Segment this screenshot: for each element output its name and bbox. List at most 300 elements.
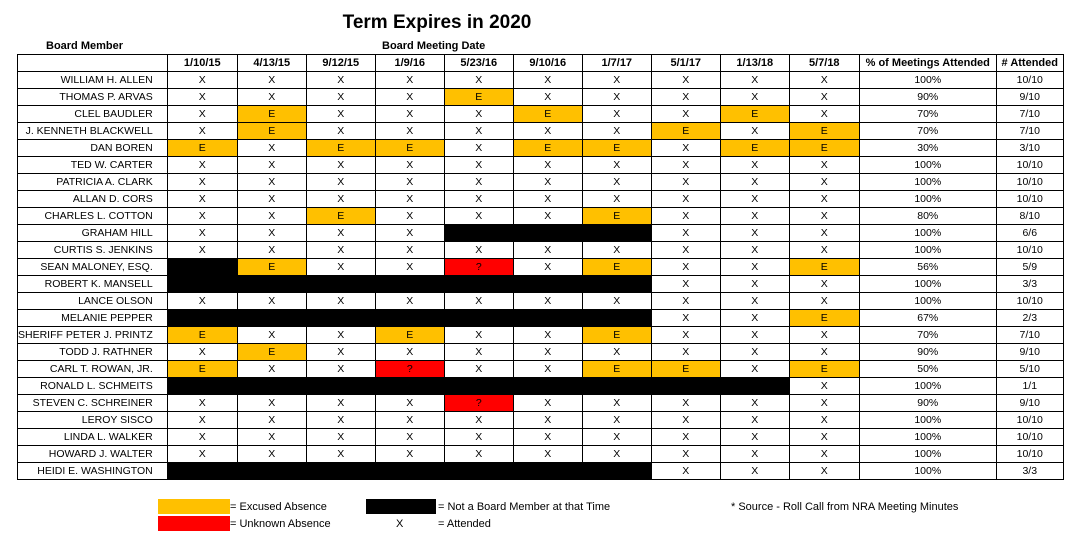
excused-cell: E — [720, 106, 789, 123]
attended-cell: X — [375, 446, 444, 463]
not-member-cell — [582, 378, 651, 395]
attended-cell: X — [651, 344, 720, 361]
attended-cell: X — [789, 412, 859, 429]
attended-count-cell: 10/10 — [996, 412, 1063, 429]
pct-cell: 80% — [859, 208, 996, 225]
attended-cell: X — [444, 293, 513, 310]
attended-cell: X — [375, 412, 444, 429]
attended-cell: X — [306, 174, 375, 191]
member-name: STEVEN C. SCHREINER — [18, 395, 168, 412]
pct-cell: 100% — [859, 72, 996, 89]
attended-cell: X — [513, 293, 582, 310]
pct-cell: 100% — [859, 463, 996, 480]
attended-count-cell: 10/10 — [996, 242, 1063, 259]
attended-cell: X — [306, 157, 375, 174]
header-blank-cell — [18, 55, 168, 72]
attended-cell: X — [651, 446, 720, 463]
attended-cell: X — [582, 174, 651, 191]
attended-cell: X — [444, 140, 513, 157]
table-row — [18, 72, 1064, 89]
attended-count-cell: 2/3 — [996, 310, 1063, 327]
attended-cell: X — [513, 242, 582, 259]
excused-cell: E — [513, 106, 582, 123]
attended-cell: X — [237, 446, 306, 463]
excused-cell: E — [582, 140, 651, 157]
pct-cell: 100% — [859, 378, 996, 395]
attended-cell: X — [720, 463, 789, 480]
attended-cell: X — [237, 191, 306, 208]
attended-cell: X — [651, 395, 720, 412]
member-name: PATRICIA A. CLARK — [18, 174, 168, 191]
member-name: TED W. CARTER — [18, 157, 168, 174]
unknown-swatch — [158, 516, 230, 531]
attended-cell: X — [651, 310, 720, 327]
not-member-cell — [167, 378, 237, 395]
attended-cell: X — [513, 446, 582, 463]
attended-count-cell: 10/10 — [996, 191, 1063, 208]
attended-cell: X — [789, 327, 859, 344]
attended-cell: X — [444, 429, 513, 446]
attended-cell: X — [720, 89, 789, 106]
excused-legend-label: = Excused Absence — [230, 501, 327, 513]
attended-cell: X — [513, 123, 582, 140]
attended-count-cell: 9/10 — [996, 395, 1063, 412]
attended-cell: X — [582, 106, 651, 123]
attended-cell: X — [306, 191, 375, 208]
member-name: THOMAS P. ARVAS — [18, 89, 168, 106]
attended-cell: X — [582, 446, 651, 463]
attended-cell: X — [375, 225, 444, 242]
pct-cell: 100% — [859, 191, 996, 208]
attended-cell: X — [237, 174, 306, 191]
attended-cell: X — [720, 208, 789, 225]
attended-cell: X — [375, 429, 444, 446]
attended-cell: X — [444, 446, 513, 463]
excused-cell: E — [582, 208, 651, 225]
table-row — [18, 191, 1064, 208]
date-header: 9/12/15 — [306, 55, 375, 72]
not-member-cell — [582, 276, 651, 293]
attended-cell: X — [789, 463, 859, 480]
attended-cell: X — [167, 344, 237, 361]
not-member-cell — [582, 463, 651, 480]
attended-cell: X — [651, 463, 720, 480]
attended-cell: X — [306, 327, 375, 344]
attended-cell: X — [444, 123, 513, 140]
not-member-cell — [167, 259, 237, 276]
attended-cell: X — [237, 157, 306, 174]
attended-count-cell: 9/10 — [996, 89, 1063, 106]
attended-cell: X — [237, 208, 306, 225]
attended-cell: X — [789, 106, 859, 123]
attended-count-cell: 3/10 — [996, 140, 1063, 157]
attended-cell: X — [167, 429, 237, 446]
not-member-cell — [306, 463, 375, 480]
attended-cell: X — [306, 225, 375, 242]
attended-cell: X — [444, 157, 513, 174]
pct-cell: 100% — [859, 157, 996, 174]
excused-cell: E — [167, 327, 237, 344]
attended-cell: X — [167, 123, 237, 140]
excused-cell: E — [237, 344, 306, 361]
attended-cell: X — [167, 89, 237, 106]
attended-cell: X — [720, 429, 789, 446]
not-member-cell — [720, 378, 789, 395]
table-row — [18, 412, 1064, 429]
date-header: 5/7/18 — [789, 55, 859, 72]
attended-cell: X — [720, 259, 789, 276]
source-note: * Source - Roll Call from NRA Meeting Minutes — [731, 501, 959, 513]
excused-cell: E — [582, 327, 651, 344]
attended-cell: X — [720, 276, 789, 293]
table-row — [18, 463, 1064, 480]
pct-cell: 70% — [859, 327, 996, 344]
attended-cell: X — [789, 429, 859, 446]
unknown-cell: ? — [444, 259, 513, 276]
attended-cell: X — [444, 412, 513, 429]
attended-cell: X — [582, 293, 651, 310]
unknown-legend-label: = Unknown Absence — [230, 518, 331, 530]
attended-cell: X — [720, 157, 789, 174]
attended-count-cell: 8/10 — [996, 208, 1063, 225]
table-header-row — [18, 55, 1064, 72]
attended-cell: X — [651, 327, 720, 344]
member-name: J. KENNETH BLACKWELL — [18, 123, 168, 140]
attended-cell: X — [237, 361, 306, 378]
attended-mark: X — [396, 518, 404, 530]
member-name: ROBERT K. MANSELL — [18, 276, 168, 293]
attended-cell: X — [306, 72, 375, 89]
pct-cell: 100% — [859, 174, 996, 191]
excused-cell: E — [306, 208, 375, 225]
table-row — [18, 293, 1064, 310]
date-header: 9/10/16 — [513, 55, 582, 72]
attended-count-cell: 10/10 — [996, 446, 1063, 463]
attended-cell: X — [720, 310, 789, 327]
date-header: 1/13/18 — [720, 55, 789, 72]
attended-cell: X — [582, 157, 651, 174]
not-member-cell — [513, 310, 582, 327]
attended-legend-label: = Attended — [438, 518, 491, 530]
attended-cell: X — [789, 225, 859, 242]
table-row — [18, 395, 1064, 412]
excused-cell: E — [789, 140, 859, 157]
attended-cell: X — [375, 293, 444, 310]
attended-count-cell: 3/3 — [996, 276, 1063, 293]
attended-cell: X — [513, 429, 582, 446]
attended-cell: X — [444, 208, 513, 225]
date-header: 1/7/17 — [582, 55, 651, 72]
attended-cell: X — [651, 140, 720, 157]
attended-cell: X — [513, 174, 582, 191]
attended-cell: X — [513, 191, 582, 208]
attended-cell: X — [237, 225, 306, 242]
not-member-cell — [513, 378, 582, 395]
attended-cell: X — [720, 361, 789, 378]
not-member-cell — [513, 276, 582, 293]
attended-cell: X — [789, 72, 859, 89]
not-member-cell — [237, 463, 306, 480]
pct-cell: 56% — [859, 259, 996, 276]
excused-cell: E — [444, 89, 513, 106]
attended-cell: X — [513, 395, 582, 412]
table-row — [18, 259, 1064, 276]
table-row — [18, 276, 1064, 293]
not-member-cell — [167, 276, 237, 293]
attended-cell: X — [651, 412, 720, 429]
attended-cell: X — [582, 344, 651, 361]
member-name: SHERIFF PETER J. PRINTZ — [18, 327, 168, 344]
attended-cell: X — [513, 259, 582, 276]
attended-cell: X — [582, 123, 651, 140]
excused-swatch — [158, 499, 230, 514]
pct-header: % of Meetings Attended — [859, 55, 996, 72]
attendance-table — [17, 54, 1064, 480]
excused-cell: E — [582, 259, 651, 276]
table-row — [18, 89, 1064, 106]
attended-cell: X — [375, 208, 444, 225]
attended-cell: X — [720, 446, 789, 463]
pct-cell: 100% — [859, 225, 996, 242]
attended-cell: X — [513, 208, 582, 225]
not-member-cell — [167, 463, 237, 480]
table-row — [18, 208, 1064, 225]
attended-cell: X — [651, 293, 720, 310]
not-member-cell — [375, 276, 444, 293]
table-row — [18, 225, 1064, 242]
attended-cell: X — [375, 123, 444, 140]
attended-count-cell: 6/6 — [996, 225, 1063, 242]
attended-cell: X — [789, 446, 859, 463]
excused-cell: E — [651, 361, 720, 378]
attended-count-cell: 1/1 — [996, 378, 1063, 395]
attended-cell: X — [444, 72, 513, 89]
member-name: GRAHAM HILL — [18, 225, 168, 242]
member-name: DAN BOREN — [18, 140, 168, 157]
attended-cell: X — [306, 293, 375, 310]
pct-cell: 70% — [859, 123, 996, 140]
pct-cell: 70% — [859, 106, 996, 123]
attended-cell: X — [651, 89, 720, 106]
attended-cell: X — [167, 293, 237, 310]
date-header: 4/13/15 — [237, 55, 306, 72]
table-row — [18, 378, 1064, 395]
member-name: CURTIS S. JENKINS — [18, 242, 168, 259]
attended-count-cell: 7/10 — [996, 106, 1063, 123]
excused-cell: E — [651, 123, 720, 140]
attended-cell: X — [513, 344, 582, 361]
attended-cell: X — [789, 276, 859, 293]
attended-cell: X — [167, 174, 237, 191]
attended-cell: X — [306, 123, 375, 140]
not-member-cell — [444, 276, 513, 293]
date-header: 1/9/16 — [375, 55, 444, 72]
attended-cell: X — [582, 242, 651, 259]
attended-cell: X — [789, 89, 859, 106]
attended-cell: X — [720, 395, 789, 412]
not-member-cell — [375, 310, 444, 327]
pct-cell: 90% — [859, 344, 996, 361]
pct-cell: 90% — [859, 395, 996, 412]
pct-cell: 30% — [859, 140, 996, 157]
attended-cell: X — [444, 174, 513, 191]
attended-count-cell: 10/10 — [996, 72, 1063, 89]
attended-cell: X — [167, 106, 237, 123]
attended-count-cell: 7/10 — [996, 123, 1063, 140]
attended-cell: X — [720, 174, 789, 191]
attended-cell: X — [789, 208, 859, 225]
attended-cell: X — [513, 72, 582, 89]
attended-count-cell: 3/3 — [996, 463, 1063, 480]
attended-cell: X — [375, 344, 444, 361]
attended-cell: X — [237, 429, 306, 446]
attended-header: # Attended — [996, 55, 1063, 72]
attended-count-cell: 10/10 — [996, 157, 1063, 174]
excused-cell: E — [789, 259, 859, 276]
attended-cell: X — [444, 191, 513, 208]
attended-cell: X — [306, 446, 375, 463]
not-member-cell — [444, 378, 513, 395]
attended-cell: X — [375, 242, 444, 259]
pct-cell: 100% — [859, 446, 996, 463]
attended-cell: X — [375, 89, 444, 106]
attended-cell: X — [375, 259, 444, 276]
attended-cell: X — [375, 72, 444, 89]
excused-cell: E — [237, 123, 306, 140]
excused-cell: E — [167, 361, 237, 378]
excused-cell: E — [513, 140, 582, 157]
attended-cell: X — [306, 89, 375, 106]
attended-cell: X — [582, 191, 651, 208]
pct-cell: 50% — [859, 361, 996, 378]
attended-cell: X — [789, 191, 859, 208]
excused-cell: E — [237, 106, 306, 123]
attended-cell: X — [306, 412, 375, 429]
attended-cell: X — [720, 72, 789, 89]
attended-cell: X — [375, 395, 444, 412]
attended-count-cell: 7/10 — [996, 327, 1063, 344]
attended-cell: X — [375, 174, 444, 191]
member-name: CLEL BAUDLER — [18, 106, 168, 123]
excused-cell: E — [789, 310, 859, 327]
date-header: 5/23/16 — [444, 55, 513, 72]
attended-cell: X — [237, 89, 306, 106]
attended-cell: X — [375, 106, 444, 123]
not-member-cell — [444, 310, 513, 327]
attended-cell: X — [444, 344, 513, 361]
attended-cell: X — [167, 225, 237, 242]
attended-cell: X — [720, 327, 789, 344]
attended-cell: X — [237, 327, 306, 344]
table-row — [18, 310, 1064, 327]
attended-cell: X — [306, 361, 375, 378]
excused-cell: E — [720, 140, 789, 157]
pct-cell: 100% — [859, 293, 996, 310]
not-member-cell — [306, 276, 375, 293]
attended-cell: X — [720, 191, 789, 208]
not-member-cell — [306, 310, 375, 327]
attended-cell: X — [237, 412, 306, 429]
table-row — [18, 106, 1064, 123]
member-name: CARL T. ROWAN, JR. — [18, 361, 168, 378]
attended-cell: X — [167, 208, 237, 225]
attended-cell: X — [167, 157, 237, 174]
attended-cell: X — [237, 140, 306, 157]
table-row — [18, 327, 1064, 344]
attended-count-cell: 10/10 — [996, 293, 1063, 310]
attended-count-cell: 10/10 — [996, 429, 1063, 446]
excused-cell: E — [375, 140, 444, 157]
attended-cell: X — [582, 395, 651, 412]
table-row — [18, 123, 1064, 140]
pct-cell: 90% — [859, 89, 996, 106]
excused-cell: E — [306, 140, 375, 157]
attended-cell: X — [651, 72, 720, 89]
table-row — [18, 140, 1064, 157]
not-member-cell — [444, 463, 513, 480]
attended-count-cell: 9/10 — [996, 344, 1063, 361]
table-row — [18, 157, 1064, 174]
attended-cell: X — [720, 412, 789, 429]
attended-cell: X — [651, 225, 720, 242]
attended-cell: X — [513, 89, 582, 106]
pct-cell: 100% — [859, 412, 996, 429]
member-name: CHARLES L. COTTON — [18, 208, 168, 225]
table-row — [18, 429, 1064, 446]
attended-cell: X — [789, 174, 859, 191]
attended-cell: X — [720, 225, 789, 242]
not-member-legend-label: = Not a Board Member at that Time — [438, 501, 611, 513]
attended-cell: X — [651, 191, 720, 208]
attended-cell: X — [167, 412, 237, 429]
attended-cell: X — [306, 259, 375, 276]
attended-cell: X — [444, 327, 513, 344]
not-member-cell — [375, 463, 444, 480]
attended-cell: X — [237, 242, 306, 259]
attended-cell: X — [513, 361, 582, 378]
attended-cell: X — [167, 446, 237, 463]
attended-cell: X — [651, 174, 720, 191]
not-member-cell — [375, 378, 444, 395]
attended-cell: X — [306, 429, 375, 446]
attended-cell: X — [789, 157, 859, 174]
attended-cell: X — [582, 89, 651, 106]
attended-cell: X — [720, 293, 789, 310]
attended-count-cell: 10/10 — [996, 174, 1063, 191]
attended-cell: X — [513, 412, 582, 429]
not-member-cell — [582, 225, 651, 242]
table-row — [18, 361, 1064, 378]
attended-count-cell: 5/9 — [996, 259, 1063, 276]
pct-cell: 100% — [859, 276, 996, 293]
member-name: LANCE OLSON — [18, 293, 168, 310]
table-row — [18, 344, 1064, 361]
attended-cell: X — [582, 412, 651, 429]
attended-cell: X — [582, 429, 651, 446]
attended-cell: X — [789, 242, 859, 259]
member-name: HEIDI E. WASHINGTON — [18, 463, 168, 480]
unknown-cell: ? — [444, 395, 513, 412]
member-name: TODD J. RATHNER — [18, 344, 168, 361]
member-name: ALLAN D. CORS — [18, 191, 168, 208]
page-title: Term Expires in 2020 — [342, 12, 532, 33]
not-member-swatch — [366, 499, 436, 514]
excused-cell: E — [789, 361, 859, 378]
attended-cell: X — [789, 293, 859, 310]
not-member-cell — [513, 463, 582, 480]
attended-cell: X — [651, 276, 720, 293]
attended-cell: X — [720, 242, 789, 259]
